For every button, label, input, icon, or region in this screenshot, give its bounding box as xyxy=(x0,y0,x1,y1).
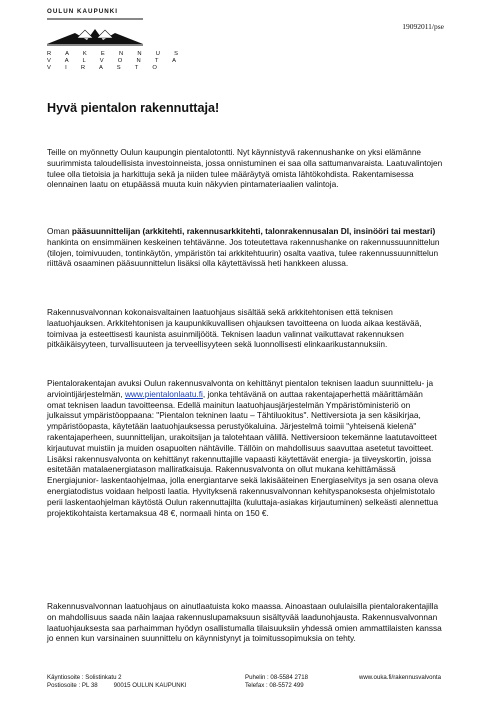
paragraph-intro: Teille on myönnetty Oulun kaupungin pientalotontti. Nyt käynnistyvä rakennushanke on yksi elämänne suurimmista taloudellisista investoinneista, jossa onnistuminen ei saa olla sattumanvaraista. Laatuvalintojen tulee olla tietoisia ja harkittuja sekä ja niiden tulee määräytyä omista lähtökohdista. Rakentamisessa olennainen laatu on etupäässä muuta kuin näkyvien pintamateriaalien valintoja. xyxy=(47,147,443,190)
p4-text-a: Pientalorakentajan avuksi Oulun rakennusvalvonta on kehittänyt pientalon teknisen laadun suunnittelu- ja arviointijärjestelmän, xyxy=(47,378,434,399)
city-emblem-icon xyxy=(47,18,143,46)
p4-text-c: Lisäksi rakennusvalvonta on kehittänyt rakennuttajille vapaasti käytettävät energia- ja tiiveyskortin, joissa esitetään matalaenergiatason malliratkaisuja. Rakennusvalvonta on ollut mukana kehittämässä Energiajunior- laskentaohjelmaa, jolla energiantarve sekä lakisääteinen Energiaselvitys ja sen osana oleva energiatodistus voidaan helposti laatia. Hyvityksenä rakennusvalvonnan kehityspanoksesta ohjelmistotalo perii laskentaohjelman käytöstä Oulun rakennuttajilta (kuluttaja-asiakas kirjautuminen) selkeästi alennettua projektikohtaista kertamaksua 48 €, normaali hinta on 150 €. xyxy=(47,453,439,518)
pientalonlaatu-link[interactable]: www.pientalonlaatu.fi xyxy=(124,388,203,399)
visit-value: : Solistinkatu 2 xyxy=(81,674,122,681)
phone-label: Puhelin xyxy=(245,674,266,681)
post-box: : PL 38 xyxy=(78,681,98,689)
reference-code: 19092011/pse xyxy=(402,22,444,31)
visit-label: Käyntiosoite xyxy=(47,674,81,681)
p2-rest: hankinta on ensimmäinen keskeinen tehtävänne. Jos toteutettava rakennushanke on rakennussuunnittelun (tilojen, toimivuuden, tontinkäytön, ympäristön tai arkkitehtuurin) osalta vaativa, tulee rakennussuunnittelun riittävä osaaminen pääsuunnittelun lisäksi olla käytettävissä heti hankkeen alussa. xyxy=(47,236,440,269)
paragraph-closing: Rakennusvalvonnan laatuohjaus on ainutlaatuista koko maassa. Ainoastaan oululaisilla pientalorakentajilla on mahdollisuus saada näin laajaa rakennuslupamaksuun sisältyvää laadunohjausta. Rakennusvalvonnan laatuohjauksesta saa parhaimman hyödyn osallistumalla tilaisuuksiin yhdessä omien ammattilaisten kanssa jo ennen kun varsinainen suunnittelu on käynnistynyt ja toimitussopimuksia on tehty. xyxy=(47,601,442,644)
footer-address xyxy=(47,674,186,690)
paragraph-quality-system xyxy=(47,378,443,518)
p4-text-b: , jonka tehtävänä on auttaa rakentajaperhettä määrittämään omat teknisen laadun tavoitteensa. Edellä mainitun laatuohjausjärjestelmän Ympäristöministeriö on julkaissut ympäristöoppaana: "Pientalon tekninen laatu – Tähtiluokitus". Nettiversiota ja sen käsikirjaa, ympäristöopasta, käytetään laatuohjauksessa perustyökaluina. Järjestelmä toimii "yhteisenä kielenä" rakentajaperheen, suunnittelijan, urakoitsijan ja talotehtaan välillä. Nettiversioon tekemänne laatutavoitteet kirjautuvat muistiin ja muiden osapuolten nähtäville. Tällöin on mahdollisuus saavuttaa asetetut tavoitteet. xyxy=(47,388,437,453)
footer-web xyxy=(359,674,441,682)
post-city: 90015 OULUN KAUPUNKI xyxy=(113,681,187,689)
p2-start: Oman xyxy=(47,226,72,236)
p2-bold: pääsuunnittelijan (arkkitehti, rakennusarkkitehti, talonrakennusalan DI, insinööri tai mestari) xyxy=(71,226,436,236)
website-link[interactable]: www.ouka.fi/rakennusvalvonta xyxy=(359,674,441,681)
footer-phone xyxy=(245,674,308,690)
phone-value: : 08-5584 2718 xyxy=(267,674,309,681)
dept-line-3: V I R A S T O xyxy=(47,65,164,72)
letter-title: Hyvä pientalon rakennuttaja! xyxy=(47,101,220,115)
post-label: Postiosoite xyxy=(47,681,77,689)
city-logo xyxy=(47,8,185,73)
dept-line-1: R A K E N N U S xyxy=(47,51,185,57)
paragraph-quality-guidance: Rakennusvalvonnan kokonaisvaltainen laatuohjaus sisältää sekä arkkitehtonisen että teknisen laatuohjauksen. Arkkitehtonisen ja kaupunkikuvallisen ohjauksen tavoitteena on luoda aikaa kestävää, toimivaa ja esteettisesti kaunista asuinmiljöötä. Teknisen laadun valinnat vaikuttavat rakennuksen pitkäikäisyyteen, turvallisuuteen ja terveellisyyteen sekä luonnollisesti elinkaarikustannuksiin. xyxy=(47,307,422,350)
fax-value: : 08-5572 499 xyxy=(266,681,304,689)
org-name: OULUN KAUPUNKI xyxy=(47,8,119,15)
fax-label: Telefax xyxy=(245,681,265,689)
dept-line-2: V A L V O N T A xyxy=(47,58,183,65)
paragraph-designer xyxy=(47,226,443,269)
